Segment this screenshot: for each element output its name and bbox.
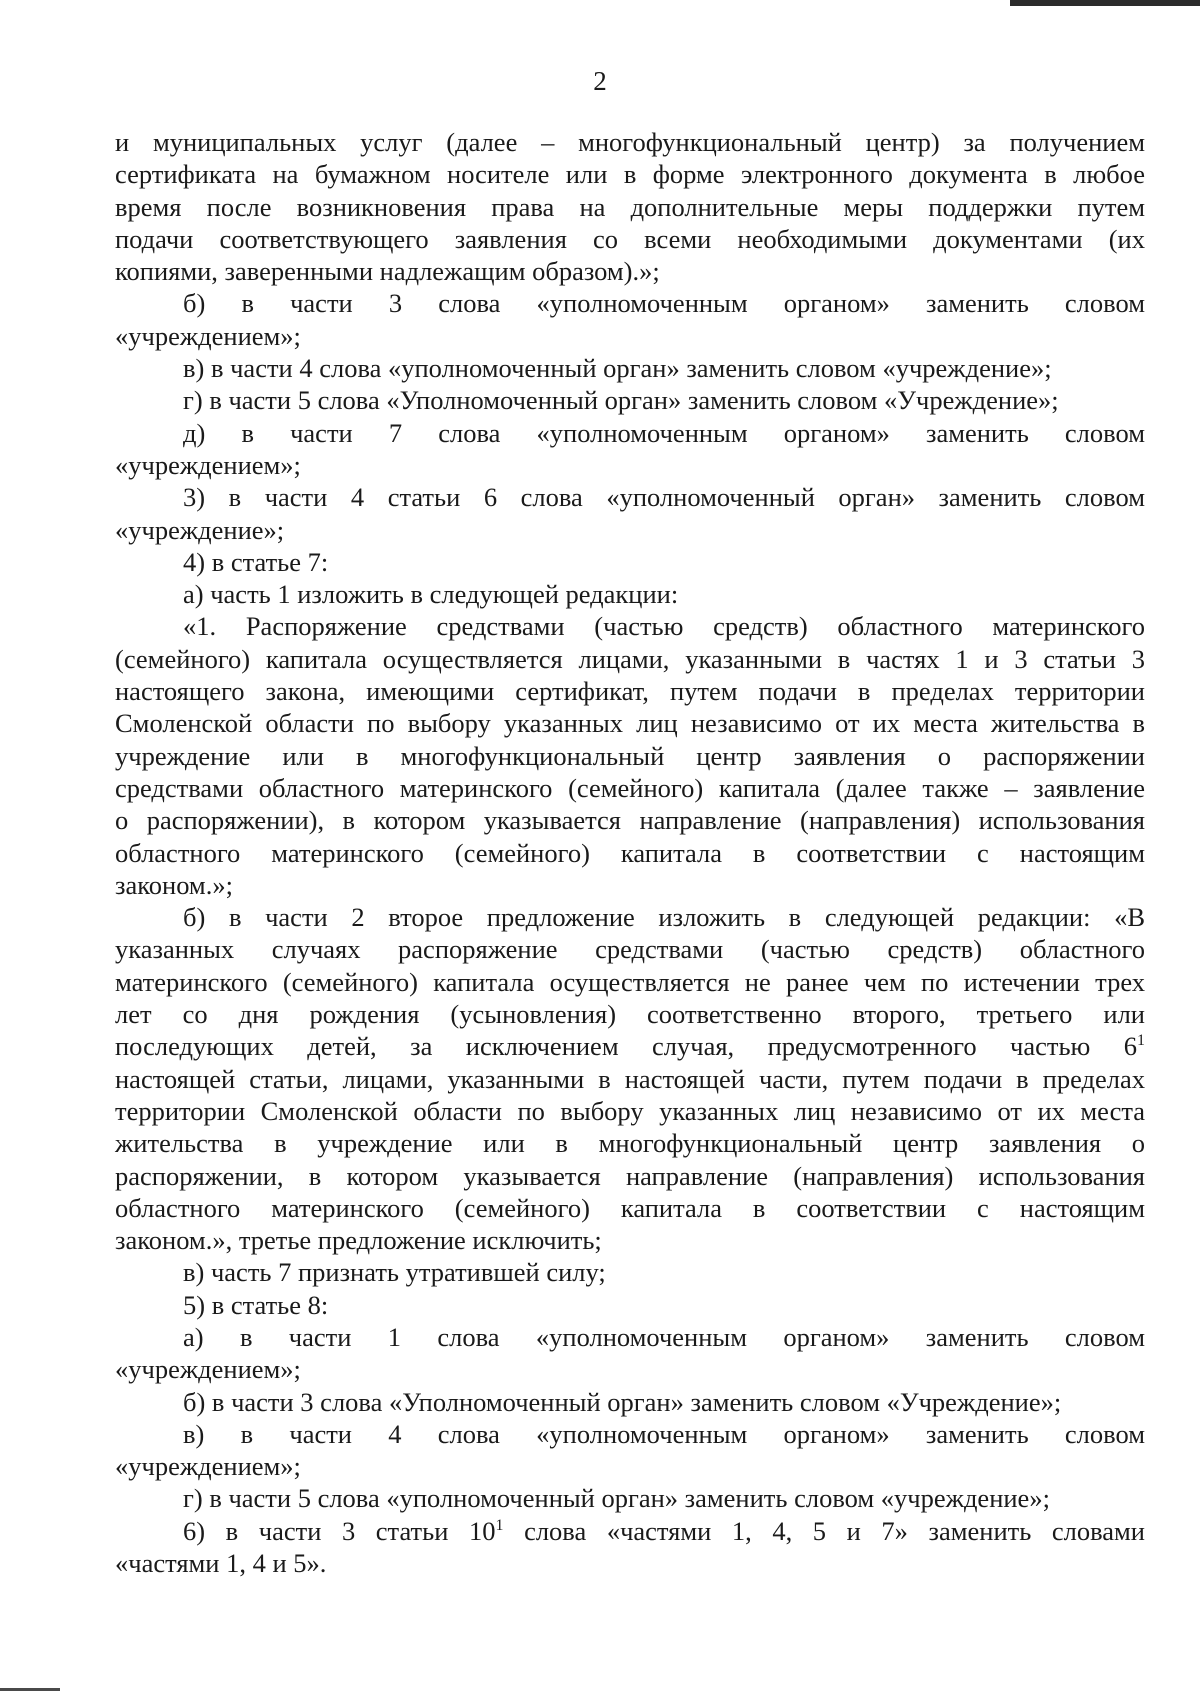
line-text: в) в части 4 слова «уполномоченным органом» заменить словом [183, 1418, 1145, 1449]
superscript: 1 [1137, 1032, 1145, 1050]
line-text: областного материнского (семейного) капитала в соответствии с настоящим [115, 1192, 1145, 1223]
line-text: подачи соответствующего заявления со всеми необходимыми документами (их [115, 223, 1145, 254]
line-text: «учреждением»; [115, 449, 301, 480]
text-line [115, 191, 1145, 223]
line-text: и муниципальных услуг (далее – многофункциональный центр) за получением [115, 127, 1145, 157]
text-line [115, 287, 1145, 319]
line-text: «учреждением»; [115, 1451, 301, 1482]
line-text: время после возникновения права на дополнительные меры поддержки путем [115, 191, 1145, 222]
line-text: б) в части 3 слова «Уполномоченный орган» заменить словом «Учреждение»; [183, 1386, 1062, 1417]
line-text: учреждение или в многофункциональный центр заявления о распоряжении [115, 740, 1145, 771]
text-line [115, 610, 1145, 642]
text-line [115, 740, 1145, 772]
text-line [115, 804, 1145, 836]
line-text: средствами областного материнского (семейного) капитала (далее также – заявление [115, 772, 1145, 803]
text-line [115, 1386, 1145, 1418]
text-line [115, 384, 1145, 416]
text-line [115, 1192, 1145, 1224]
text-line [115, 772, 1145, 804]
text-line [115, 255, 1145, 287]
line-text: сертификата на бумажном носителе или в форме электронного документа в любое [115, 159, 1145, 190]
text-line [115, 514, 1145, 546]
line-text: д) в части 7 слова «уполномоченным органом» заменить словом [183, 417, 1145, 448]
line-text: «частями 1, 4 и 5». [115, 1548, 327, 1579]
text-line [115, 837, 1145, 869]
line-text: «1. Распоряжение средствами (частью средств) областного материнского [183, 611, 1145, 642]
text-line [115, 320, 1145, 352]
line-text: а) в части 1 слова «уполномоченным органом» заменить словом [183, 1321, 1145, 1352]
text-line [115, 675, 1145, 707]
line-text: материнского (семейного) капитала осуществляется не ранее чем по истечении трех [115, 966, 1145, 997]
line-text: настоящей статьи, лицами, указанными в настоящей части, путем подачи в пределах [115, 1063, 1145, 1094]
page-number: 2 [593, 66, 607, 96]
text-line [115, 1063, 1145, 1095]
line-text: в) в части 4 слова «уполномоченный орган» заменить словом «учреждение»; [183, 353, 1052, 384]
line-text: законом.»; [115, 869, 233, 900]
line-text: б) в части 3 слова «уполномоченным органом» заменить словом [183, 288, 1145, 319]
line-text: 4) в статье 7: [183, 546, 329, 577]
line-text: «учреждением»; [115, 320, 301, 351]
line-text: 3) в части 4 статьи 6 слова «уполномоченный орган» заменить словом [183, 482, 1145, 513]
line-text-continued: слова «частями 1, 4, 5 и 7» заменить словами [503, 1515, 1145, 1546]
text-line [115, 417, 1145, 449]
scan-edge-mark [1010, 0, 1200, 6]
text-line [115, 1160, 1145, 1192]
text-line [115, 1418, 1145, 1450]
text-line [115, 223, 1145, 255]
text-line [115, 481, 1145, 513]
line-text: указанных случаях распоряжение средствами (частью средств) областного [115, 934, 1145, 965]
text-line [115, 933, 1145, 965]
text-line [115, 707, 1145, 739]
line-text: (семейного) капитала осуществляется лицами, указанными в частях 1 и 3 статьи 3 [115, 643, 1145, 674]
line-text: «учреждение»; [115, 514, 285, 545]
line-text: 6) в части 3 статьи 10 [183, 1515, 496, 1546]
text-line [115, 158, 1145, 190]
line-text: копиями, заверенными надлежащим образом).»; [115, 256, 660, 287]
line-text: б) в части 2 второе предложение изложить в следующей редакции: «В [183, 902, 1145, 933]
line-text: г) в части 5 слова «Уполномоченный орган» заменить словом «Учреждение»; [183, 385, 1059, 416]
text-line [115, 1256, 1145, 1288]
text-line [115, 1289, 1145, 1321]
line-text: «учреждением»; [115, 1354, 301, 1385]
line-text: а) часть 1 изложить в следующей редакции: [183, 579, 679, 610]
scan-edge-mark-bottom [0, 1688, 60, 1691]
text-line [115, 1321, 1145, 1353]
line-text: последующих детей, за исключением случая, предусмотренного частью 6 [115, 1031, 1137, 1062]
line-text: г) в части 5 слова «уполномоченный орган» заменить словом «учреждение»; [183, 1483, 1050, 1514]
text-line [115, 546, 1145, 578]
line-text: настоящего закона, имеющими сертификат, путем подачи в пределах территории [115, 676, 1145, 707]
text-line [115, 901, 1145, 933]
text-line [115, 966, 1145, 998]
line-text: областного материнского (семейного) капитала в соответствии с настоящим [115, 837, 1145, 868]
line-text: территории Смоленской области по выбору указанных лиц независимо от их места [115, 1095, 1145, 1126]
text-line [115, 1450, 1145, 1482]
line-text: Смоленской области по выбору указанных лиц независимо от их места жительства в [115, 708, 1145, 739]
text-line [115, 1482, 1145, 1514]
text-line [115, 1547, 1145, 1579]
text-line [115, 1353, 1145, 1385]
line-text: лет со дня рождения (усыновления) соответственно второго, третьего или [115, 999, 1145, 1030]
text-line [115, 1224, 1145, 1256]
text-line [115, 126, 1145, 158]
line-text: законом.», третье предложение исключить; [115, 1225, 602, 1256]
text-line [115, 1515, 1145, 1547]
document-body [115, 126, 1145, 1579]
line-text: жительства в учреждение или в многофункциональный центр заявления о [115, 1128, 1145, 1159]
text-line [115, 643, 1145, 675]
superscript: 1 [495, 1516, 504, 1534]
line-text: распоряжении, в котором указывается направление (направления) использования [115, 1160, 1145, 1191]
text-line [115, 449, 1145, 481]
text-line [115, 578, 1145, 610]
text-line [115, 869, 1145, 901]
line-text: о распоряжении), в котором указывается направление (направления) использования [115, 805, 1145, 836]
text-line [115, 998, 1145, 1030]
text-line [115, 352, 1145, 384]
line-text: в) часть 7 признать утратившей силу; [183, 1257, 606, 1288]
text-line [115, 1127, 1145, 1159]
text-line [115, 1095, 1145, 1127]
line-text: 5) в статье 8: [183, 1289, 329, 1320]
text-line [115, 1030, 1145, 1062]
